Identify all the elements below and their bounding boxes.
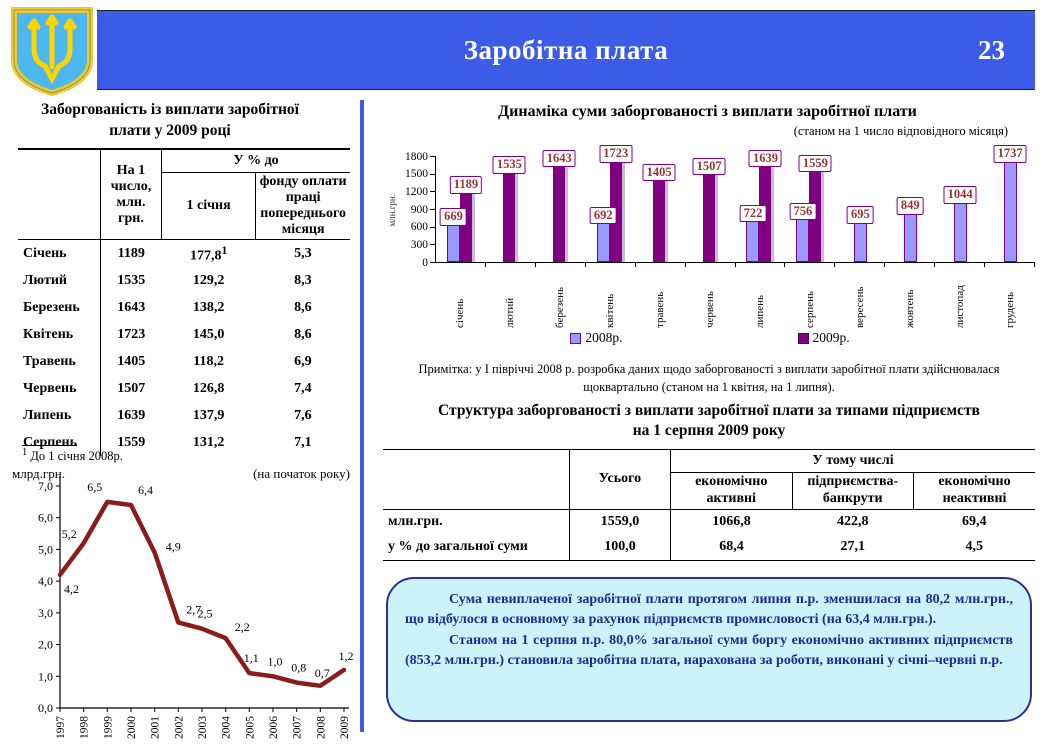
structure-row-value: 27,1	[792, 535, 914, 561]
svg-text:1999: 1999	[102, 716, 115, 739]
debt-row-month: Червень	[18, 375, 101, 402]
debt-row-month: Лютий	[18, 267, 101, 294]
debt-table-row	[18, 402, 350, 429]
svg-text:2007: 2007	[291, 716, 304, 739]
debt-table	[18, 148, 350, 456]
debt-row-month: Травень	[18, 348, 101, 375]
line-chart-y-axis-label: млрд.грн.	[12, 466, 65, 481]
legend-swatch	[798, 333, 809, 344]
debt-col-group-header: У % до	[162, 149, 351, 173]
structure-row-value: 69,4	[962, 513, 987, 529]
debt-row-pct-jan: 138,2	[192, 299, 225, 315]
bar-2009	[646, 164, 672, 262]
x-axis-label: листопад	[954, 285, 966, 328]
bar-group	[486, 156, 536, 262]
debt-col-value-header: На 1 число, млн. грн.	[101, 149, 162, 240]
line-point-label: 4,2	[64, 581, 79, 596]
y-axis-tick-label: 300	[410, 238, 428, 251]
bar-2008	[444, 208, 463, 262]
bar-group	[736, 150, 786, 262]
ukraine-coat-of-arms-icon	[8, 4, 96, 101]
y-axis-tick-mark	[430, 227, 435, 228]
structure-table	[383, 449, 1035, 561]
debt-row-month: Липень	[18, 402, 101, 429]
bar-chart-title: Динаміка суми заборгованості з виплати заробітної плати	[498, 103, 917, 120]
bar-chart-x-axis	[385, 263, 1035, 328]
summary-box	[386, 577, 1032, 722]
y-axis-tick-label: 1500	[405, 168, 428, 181]
y-axis-tick-label: 0	[422, 256, 428, 269]
bar-2008	[997, 146, 1023, 262]
bar-2009	[696, 158, 722, 262]
debt-row-pct-jan: 177,8$^1$	[189, 243, 228, 264]
legend-label: 2008р.	[585, 330, 623, 345]
y-axis-tick-mark	[430, 191, 435, 192]
bar-value-label: 692	[590, 207, 617, 225]
debt-row-pct-fund: 8,6	[294, 326, 312, 342]
svg-text:4,0: 4,0	[38, 574, 53, 589]
svg-text:2000: 2000	[126, 716, 138, 739]
bar-group	[586, 145, 636, 262]
y-axis-tick-mark	[430, 244, 435, 245]
legend-label: 2009р.	[812, 330, 850, 345]
structure-row-value: 1559,0	[570, 509, 671, 535]
bar-chart-y-axis-label: млн.грн.	[387, 193, 397, 227]
debt-row-value: 1559	[117, 434, 146, 450]
structure-row-label: у % до загальної суми	[383, 535, 570, 561]
structure-col-group-header: У тому числі	[671, 450, 1036, 473]
structure-col-total-header: Усього	[570, 450, 671, 510]
bar-value-label: 1507	[693, 158, 726, 176]
debt-table-row	[18, 294, 350, 321]
debt-row-pct-jan: 126,8	[192, 380, 225, 396]
y-axis-tick-mark	[430, 262, 435, 263]
svg-text:2001: 2001	[149, 716, 162, 739]
structure-row-value: 68,4	[671, 535, 793, 561]
debt-row-pct-fund: 7,1	[294, 434, 312, 450]
debt-row-month: Серпень	[18, 429, 101, 456]
bar-value-label: 669	[440, 208, 467, 226]
debt-row-pct-fund: 8,3	[294, 272, 312, 288]
x-axis-label: квітень	[604, 293, 616, 328]
debt-row-month: Березень	[18, 294, 101, 321]
bar-value-label: 756	[790, 203, 817, 221]
svg-text:2008: 2008	[315, 716, 328, 739]
bar-value-label: 1643	[543, 150, 576, 168]
debt-row-month: Січень	[18, 240, 101, 268]
bar-2009	[496, 156, 522, 262]
bar-value-label: 1737	[994, 145, 1027, 163]
debt-table-row	[18, 240, 350, 268]
x-axis-label: березень	[554, 287, 566, 328]
pct-sup: 1	[221, 243, 228, 257]
svg-text:1,0: 1,0	[38, 669, 53, 684]
debt-table-title: Заборгованість із виплати заробітної плати у 2009 році	[41, 101, 299, 139]
summary-paragraph-2: Станом на 1 серпня п.р. 80,0% загальної суми боргу економічно активних підприємств (853,2 млн.грн.) становила заробітна плата, нарахована за роботи, виконані у січні–червні п.р.	[405, 632, 1013, 668]
bar-group	[686, 156, 736, 262]
structure-subcol-bankrupt-header: підприємства-банкрути	[792, 473, 914, 510]
bar-group	[785, 156, 835, 262]
line-point-label: 4,9	[165, 539, 181, 554]
structure-table-row	[383, 535, 1035, 561]
debt-col-jan-header: 1 січня	[162, 173, 256, 240]
line-point-label: 0,8	[291, 660, 307, 675]
y-axis-tick-label: 1800	[405, 150, 428, 163]
bar-group	[935, 156, 985, 262]
svg-text:5,0: 5,0	[38, 542, 53, 557]
x-axis-label: вересень	[854, 286, 866, 328]
debt-row-value: 1507	[117, 380, 146, 396]
bar-group	[835, 156, 885, 262]
debt-row-pct-fund: 7,6	[294, 407, 312, 423]
debt-row-month: Квітень	[18, 321, 101, 348]
svg-text:3,0: 3,0	[38, 605, 53, 620]
line-chart	[4, 462, 358, 751]
debt-row-pct-jan: 145,0	[192, 326, 225, 342]
summary-paragraph-1: Сума невиплаченої заробітної плати протягом липня п.р. зменшилася на 80,2 млн.грн., що відбулося в основному за рахунок підприємств промисловості (на 63,4 млн.грн.).	[405, 592, 1013, 628]
debt-row-pct-fund: 7,4	[294, 380, 312, 396]
structure-subcol-active-header: економічно активні	[671, 473, 793, 510]
column-divider	[360, 100, 364, 732]
bar-chart-y-axis	[399, 150, 435, 269]
line-point-label: 0,7	[314, 665, 330, 680]
footnote-text: До 1 січня 2008р.	[30, 449, 123, 464]
legend-item	[798, 330, 850, 346]
line-point-label: 1,0	[267, 654, 283, 669]
x-axis-label: червень	[704, 291, 716, 328]
bar-value-label: 1535	[493, 156, 526, 174]
debt-row-value: 1405	[117, 353, 146, 369]
x-axis-label: липень	[754, 294, 766, 328]
bar-value-label: 722	[740, 205, 767, 223]
bar-group	[636, 156, 686, 262]
bar-chart-plot-area	[435, 145, 1035, 263]
footnote-sup: 1	[22, 447, 28, 458]
svg-text:2006: 2006	[268, 716, 280, 739]
y-axis-tick-mark	[430, 209, 435, 210]
svg-text:2003: 2003	[197, 716, 209, 739]
line-point-label: 1,2	[338, 648, 354, 663]
line-point-label: 6,5	[87, 479, 103, 494]
structure-table-title	[378, 401, 1040, 441]
line-point-label: 1,1	[243, 651, 259, 666]
debt-row-pct-jan: 137,9	[192, 407, 225, 423]
debt-table-row	[18, 267, 350, 294]
y-axis-tick-label: 900	[410, 203, 428, 216]
svg-text:2005: 2005	[244, 716, 257, 739]
bar-group	[985, 146, 1035, 262]
debt-table-row	[18, 321, 350, 348]
header-bar	[97, 10, 1035, 90]
bar-2008	[593, 207, 613, 262]
svg-text:1998: 1998	[78, 716, 91, 739]
legend-item	[570, 330, 622, 346]
debt-row-value: 1723	[117, 326, 146, 342]
structure-subcol-inactive-header: економічно неактивні	[914, 473, 1036, 510]
bar-value-label: 1189	[450, 176, 482, 194]
x-axis-label: грудень	[1004, 291, 1016, 328]
y-axis-tick-label: 600	[410, 221, 428, 234]
bar-value-label: 1559	[799, 155, 832, 173]
structure-table-corner	[383, 450, 570, 510]
debt-row-pct-jan: 131,2	[192, 434, 225, 450]
bar-chart-subtitle: (станом на 1 число відповідного місяця)	[793, 124, 1008, 138]
svg-text:2002: 2002	[173, 716, 186, 739]
x-axis-label: серпень	[804, 290, 816, 328]
y-axis-tick-label: 1200	[405, 185, 428, 198]
svg-text:0,0: 0,0	[38, 701, 53, 715]
svg-text:7,0: 7,0	[38, 479, 53, 493]
structure-title-date: на 1 серпня 2009 року	[632, 422, 786, 440]
line-point-label: 2,7	[186, 602, 202, 617]
bar-2009	[546, 150, 572, 262]
bar-2008	[850, 207, 870, 262]
x-axis-label: травень	[654, 291, 666, 328]
bar-value-label: 849	[897, 197, 924, 215]
line-point-label: 6,4	[138, 483, 153, 497]
bar-chart	[385, 145, 1035, 346]
structure-row-value: 422,8	[837, 513, 869, 529]
bar-2008	[793, 203, 813, 262]
debt-row-pct-jan: 129,2	[192, 272, 225, 288]
debt-col-fund-header: фонду оплати праці попереднього місяця	[256, 173, 350, 240]
line-point-label: 2,5	[197, 606, 213, 621]
bar-value-label: 1723	[599, 145, 632, 163]
debt-table-row	[18, 375, 350, 402]
bar-value-label: 695	[847, 206, 874, 224]
page-number: 23	[978, 34, 1005, 65]
legend-swatch	[570, 333, 581, 344]
debt-table-corner	[18, 149, 101, 240]
debt-row-value: 1535	[117, 272, 146, 288]
debt-row-pct-fund: 6,9	[294, 353, 312, 369]
debt-row-value: 1639	[117, 407, 146, 423]
structure-row-value: 100,0	[570, 535, 671, 561]
line-chart-annotation: (на початок року)	[253, 466, 350, 481]
debt-row-value: 1189	[117, 245, 145, 261]
bar-2008	[743, 205, 763, 262]
svg-text:2004: 2004	[220, 716, 233, 739]
bar-2008	[900, 198, 920, 262]
svg-text:2009: 2009	[339, 716, 351, 739]
svg-text:2,0: 2,0	[38, 637, 53, 652]
svg-text:1997: 1997	[55, 716, 67, 739]
debt-table-row	[18, 348, 350, 375]
x-axis-label: січень	[454, 298, 466, 328]
line-series	[60, 502, 344, 686]
bar-2008	[947, 186, 973, 262]
bar-chart-legend	[385, 330, 1035, 346]
structure-row-value: 4,5	[914, 535, 1036, 561]
bar-group	[885, 156, 935, 262]
structure-title-text: Структура заборгованості з виплати заробітної плати за типами підприємств	[438, 402, 980, 419]
structure-table-row	[383, 509, 1035, 535]
bar-value-label: 1405	[643, 164, 676, 182]
debt-row-value: 1643	[117, 299, 146, 315]
svg-text:6,0: 6,0	[38, 510, 53, 525]
structure-row-label: млн.грн.	[383, 509, 570, 535]
page-title: Заробітна плата	[463, 34, 669, 65]
y-axis-tick-mark	[430, 174, 435, 175]
structure-row-value: 1066,8	[712, 513, 751, 529]
bar-value-label: 1639	[749, 150, 782, 168]
bar-group	[536, 150, 586, 262]
debt-row-pct-fund: 8,6	[294, 299, 312, 315]
x-axis-label: жовтень	[904, 289, 916, 328]
debt-row-pct-jan: 118,2	[193, 353, 224, 369]
y-axis-tick-mark	[430, 156, 435, 157]
line-point-label: 5,2	[61, 527, 77, 542]
bar-group	[436, 156, 486, 262]
line-point-label: 2,2	[234, 620, 250, 635]
debt-row-pct-fund: 5,3	[294, 245, 312, 261]
x-axis-label: лютий	[504, 297, 516, 328]
chart-note: Примітка: у І півріччі 2008 р. розробка даних щодо заборгованості з виплати заробітної плати здійснювалася щоквартально (станом на 1 квітня, на 1 липня).	[418, 362, 1000, 395]
bar-value-label: 1044	[944, 186, 977, 204]
